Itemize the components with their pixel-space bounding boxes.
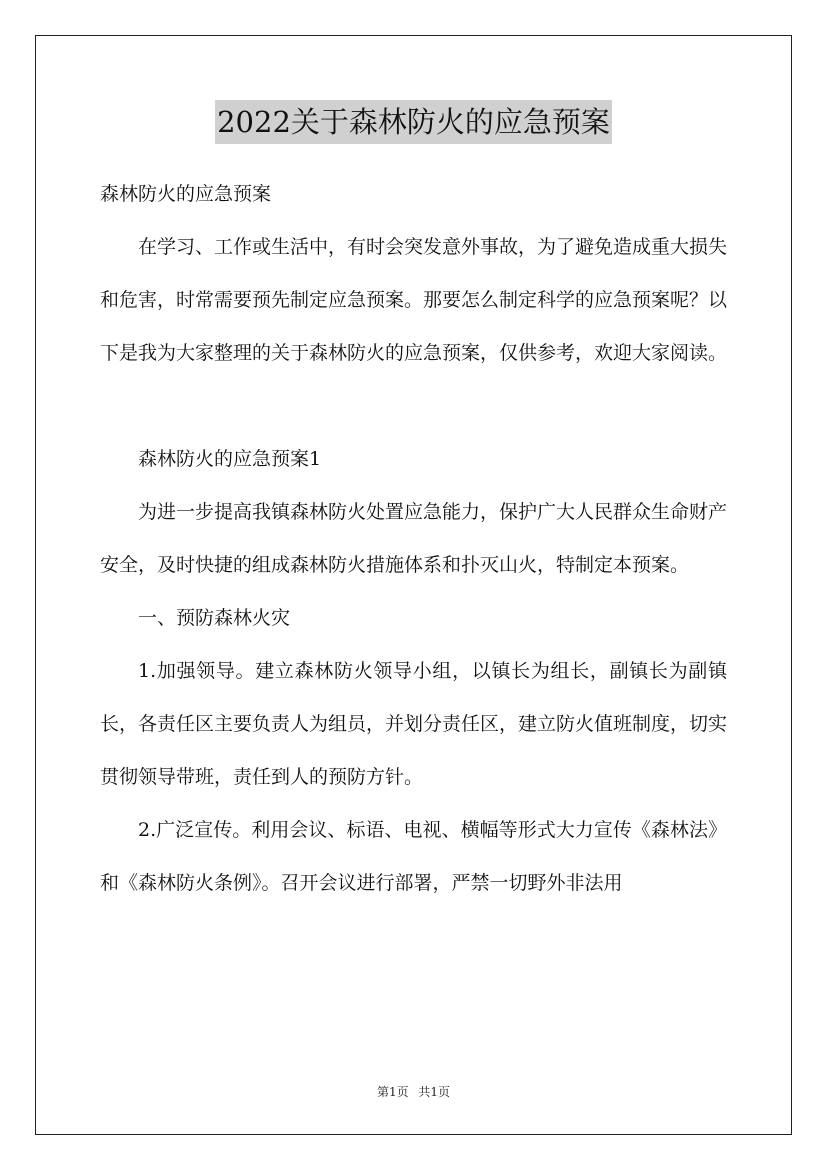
document-subtitle: 森林防火的应急预案 [100, 183, 272, 205]
section-intro-paragraph: 为进一步提高我镇森林防火处置应急能力，保护广大人民群众生命财产安全，及时快捷的组成森林防火措施体系和扑灭山火，特制定本预案。 [100, 501, 728, 576]
item-2-paragraph: 2.广泛宣传。利用会议、标语、电视、横幅等形式大力宣传《森林法》和《森林防火条例》。召开会议进行部署，严禁一切野外非法用 [100, 819, 727, 894]
title-wrap [0, 100, 827, 144]
document-title: 2022关于森林防火的应急预案 [215, 100, 612, 144]
document-body [100, 168, 727, 910]
section-heading: 森林防火的应急预案1 [138, 448, 322, 470]
intro-paragraph: 在学习、工作或生活中，有时会突发意外事故，为了避免造成重大损失和危害，时常需要预先制定应急预案。那要怎么制定科学的应急预案呢？以下是我为大家整理的关于森林防火的应急预案，仅供参考，欢迎大家阅读。 [100, 236, 728, 364]
page-number-total: 共1页 [418, 1085, 451, 1099]
blank-line [100, 380, 727, 433]
part-heading: 一、预防森林火灾 [138, 607, 291, 629]
item-1-paragraph: 1.加强领导。建立森林防火领导小组，以镇长为组长，副镇长为副镇长，各责任区主要负责人为组员，并划分责任区，建立防火值班制度，切实贯彻领导带班，责任到人的预防方针。 [100, 660, 728, 788]
page-number-current: 第1页 [376, 1085, 409, 1099]
page-footer [0, 1083, 827, 1100]
